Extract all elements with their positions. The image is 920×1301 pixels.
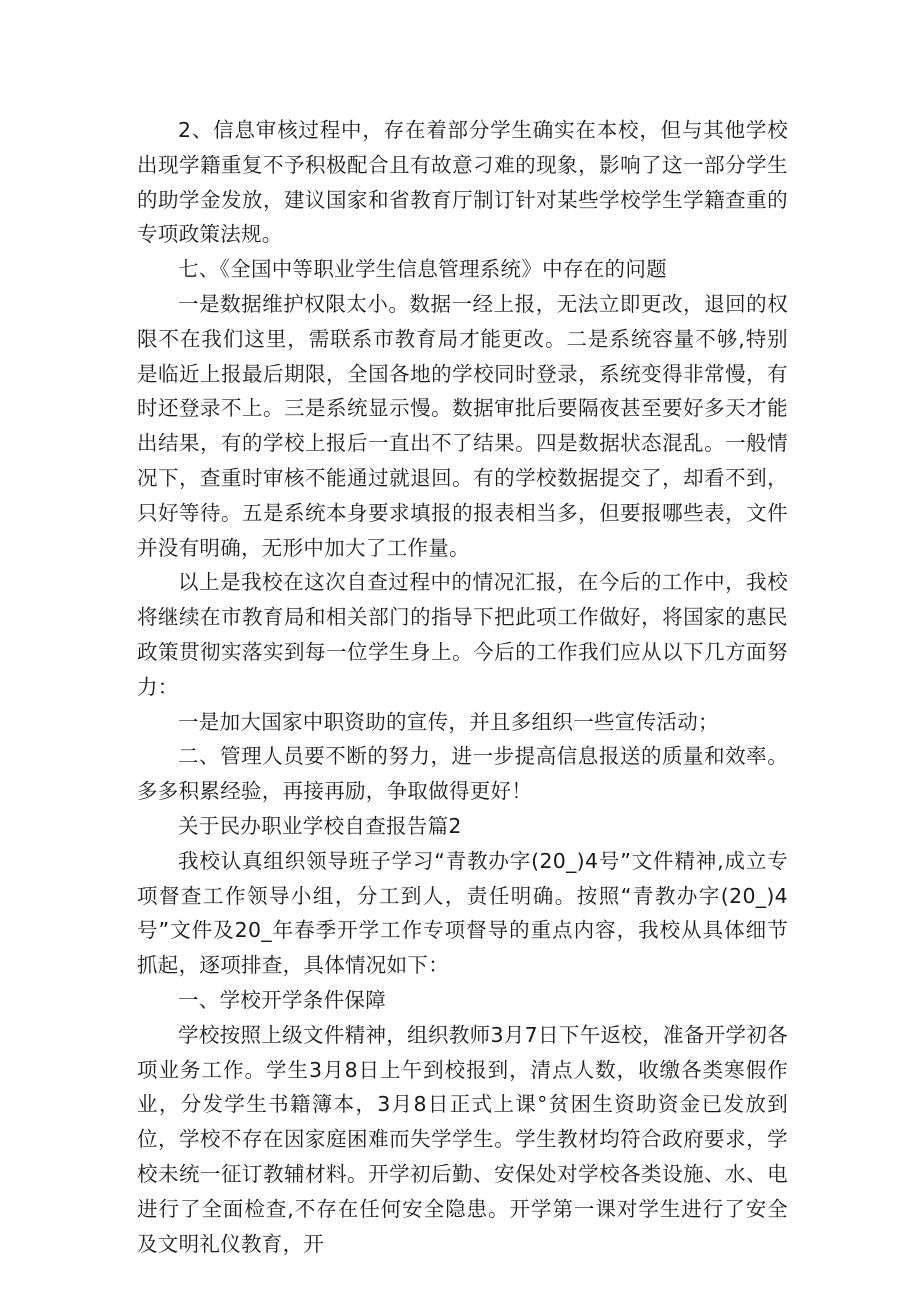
paragraph-system-problems: 一是数据维护权限太小。数据一经上报，无法立即更改，退回的权限不在我们这里，需联系市教育局才能更改。二是系统容量不够,特别是临近上报最后期限，全国各地的学校同时登录，系统变得非常慢，有时还登录不上。三是系统显示慢。数据审批后要隔夜甚至要好多天才能出结果，有的学校上报后一直出不了结果。四是数据状态混乱。一般情况下，查重时审核不能通过就退回。有的学校数据提交了，却看不到，只好等待。五是系统本身要求填报的报表相当多，但要报哪些表，文件并没有明确，无形中加大了工作量。 xyxy=(137,291,788,560)
paragraph-opening-conditions: 学校按照上级文件精神，组织教师3月7日下午返校，准备开学初各项业务工作。学生3月8日上午到校报到，清点人数，收缴各类寒假作业，分发学生书籍簿本，3月8日正式上课°贫困生资助资金已发放到位，学校不存在因家庭困难而失学学生。学生教材均符合政府要求，学校未统一征订教辅材料。开学初后勤、安保处对学校各类设施、水、电进行了全面检查,不存在任何安全隐患。开学第一课对学生进行了安全及文明礼仪教育，开 xyxy=(137,1022,788,1256)
paragraph-effort-one: 一是加大国家中职资助的宣传，并且多组织一些宣传活动； xyxy=(178,709,719,734)
section-heading-system-problems: 七、《全国中等职业学生信息管理系统》中存在的问题 xyxy=(178,257,667,282)
paragraph-info-review: 2、信息审核过程中，存在着部分学生确实在本校，但与其他学校出现学籍重复不予积极配合且有故意刁难的现象，影响了这一部分学生的助学金发放，建议国家和省教育厅制订针对某些学校学生学籍查重的专项政策法规。 xyxy=(137,118,788,247)
paragraph-effort-two: 二、管理人员要不断的努力，进一步提高信息报送的质量和效率。多多积累经验，再接再励，争取做得更好！ xyxy=(137,744,788,804)
report-title-part2: 关于民办职业学校自查报告篇2 xyxy=(178,813,462,838)
paragraph-summary: 以上是我校在这次自查过程中的情况汇报，在今后的工作中，我校将继续在市教育局和相关部门的指导下把此项工作做好，将国家的惠民政策贯彻实落实到每一位学生身上。今后的工作我们应从以下几方面努力： xyxy=(137,570,788,699)
paragraph-study-document: 我校认真组织领导班子学习“青教办字(20_)4号”文件精神,成立专项督查工作领导小组，分工到人，责任明确。按照“青教办字(20_)4号”文件及20_年春季开学工作专项督导的重点内容，我校从具体细节抓起，逐项排查，具体情况如下： xyxy=(137,848,788,978)
document-body xyxy=(137,113,788,1261)
section-heading-opening-conditions: 一、学校开学条件保障 xyxy=(178,987,386,1012)
